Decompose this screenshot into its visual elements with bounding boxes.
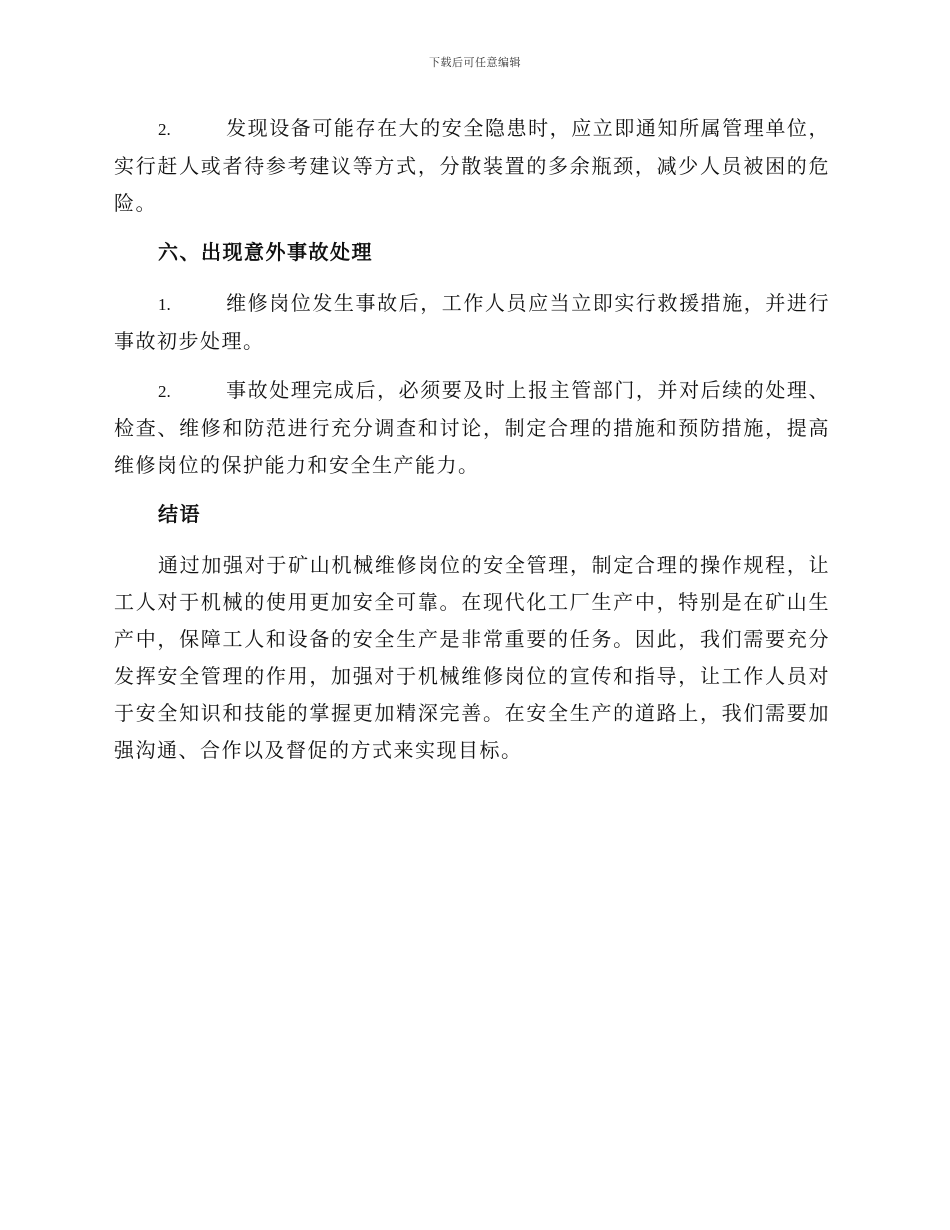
list-number: 1. <box>158 295 171 314</box>
list-number: 2. <box>158 382 171 401</box>
list-item-2-report <box>114 372 830 484</box>
list-item-2-safety-hazard <box>114 110 830 222</box>
paragraph-text: 事故处理完成后，必须要及时上报主管部门，并对后续的处理、检查、维修和防范进行充分调查和讨论，制定合理的措施和预防措施，提高维修岗位的保护能力和安全生产能力。 <box>114 378 830 477</box>
list-number: 2. <box>158 120 171 139</box>
section-heading-conclusion: 结语 <box>158 502 201 526</box>
paragraph-text: 维修岗位发生事故后，工作人员应当立即实行救援措施，并进行事故初步处理。 <box>114 291 830 353</box>
paragraph-text: 发现设备可能存在大的安全隐患时，应立即通知所属管理单位，实行赶人或者待参考建议等方式，分散装置的多余瓶颈，减少人员被困的危险。 <box>114 116 830 215</box>
document-body <box>114 110 830 781</box>
page-header: 下载后可任意编辑 <box>429 56 521 69</box>
conclusion-paragraph: 通过加强对于矿山机械维修岗位的安全管理，制定合理的操作规程，让工人对于机械的使用更加安全可靠。在现代化工厂生产中，特别是在矿山生产中，保障工人和设备的安全生产是非常重要的任务。因此，我们需要充分发挥安全管理的作用，加强对于机械维修岗位的宣传和指导，让工作人员对于安全知识和技能的掌握更加精深完善。在安全生产的道路上，我们需要加强沟通、合作以及督促的方式来实现目标。 <box>114 553 830 762</box>
list-item-1-rescue <box>114 285 830 360</box>
section-heading-accident-handling: 六、出现意外事故处理 <box>158 240 373 264</box>
